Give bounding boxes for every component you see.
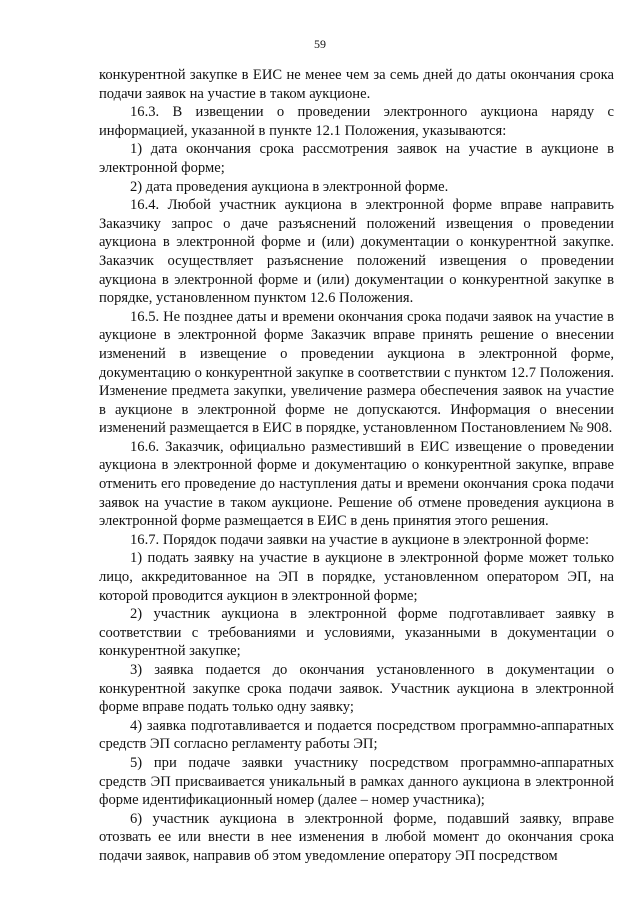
document-body: [99, 66, 614, 866]
page-number: 59: [314, 37, 326, 51]
paragraph: 16.6. Заказчик, официально разместивший в ЕИС извещение о проведении аукциона в электронной форме и документацию о конкурентной закупке, вправе отменить его проведение до наступления даты и времени окончания срока подачи заявок на участие в таком аукционе. Решение об отмене проведения аукциона в электронной форме размещается в ЕИС в день принятия этого решения.: [99, 438, 614, 530]
paragraph: 4) заявка подготавливается и подается посредством программно-аппаратных средств ЭП согласно регламенту работы ЭП;: [99, 717, 614, 753]
paragraph: 16.3. В извещении о проведении электронного аукциона наряду с информацией, указанной в пункте 12.1 Положения, указываются:: [99, 104, 614, 139]
paragraph: 3) заявка подается до окончания установленного в документации о конкурентной закупке срока подачи заявок. Участник аукциона в электронной форме вправе подать только одну заявку;: [99, 662, 614, 716]
paragraph: 5) при подаче заявки участнику посредством программно-аппаратных средств ЭП присваивается уникальный в рамках данного аукциона в электронной форме идентификационный номер (далее – номер участника);: [99, 754, 614, 809]
paragraph: 16.4. Любой участник аукциона в электронной форме вправе направить Заказчику запрос о даче разъяснений положений извещения о проведении аукциона в электронной форме и (или) документации о конкурентной закупке. Заказчик осуществляет разъяснение положений извещения о проведении аукциона в электронной форме и (или) документации о конкурентной закупке в порядке, установленном пунктом 12.6 Положения.: [99, 197, 614, 307]
paragraph: 2) участник аукциона в электронной форме подготавливает заявку в соответствии с требованиями и условиями, указанными в документации о конкурентной закупке;: [99, 606, 614, 660]
paragraph: 16.7. Порядок подачи заявки на участие в аукционе в электронной форме:: [130, 531, 590, 548]
paragraph: 16.5. Не позднее даты и времени окончания срока подачи заявок на участие в аукционе в электронной форме Заказчик вправе принять решение о внесении изменений в извещение о проведении аукциона в электронной форме, документацию о конкурентной закупке в соответствии с пунктом 12.7 Положения. Изменение предмета закупки, увеличение размера обеспечения заявок на участие в аукционе в электронной форме не допускаются. Информация о внесении изменений размещается в ЕИС в порядке, установленном Постановлением № 908.: [99, 308, 614, 437]
paragraph: 1) подать заявку на участие в аукционе в электронной форме может только лицо, аккредитованное на ЭП в порядке, установленном оператором ЭП, на которой проводится аукцион в электронной форме;: [99, 550, 614, 604]
paragraph: 1) дата окончания срока рассмотрения заявок на участие в аукционе в электронной форме;: [99, 141, 614, 176]
paragraph: 6) участник аукциона в электронной форме, подавший заявку, вправе отозвать ее или внести в нее изменения в любой момент до окончания срока подачи заявок, направив об этом уведомление оператору ЭП посредством: [99, 810, 614, 864]
paragraph: конкурентной закупке в ЕИС не менее чем за семь дней до даты окончания срока подачи заявок на участие в таком аукционе.: [99, 67, 614, 102]
paragraph: 2) дата проведения аукциона в электронной форме.: [130, 178, 449, 195]
